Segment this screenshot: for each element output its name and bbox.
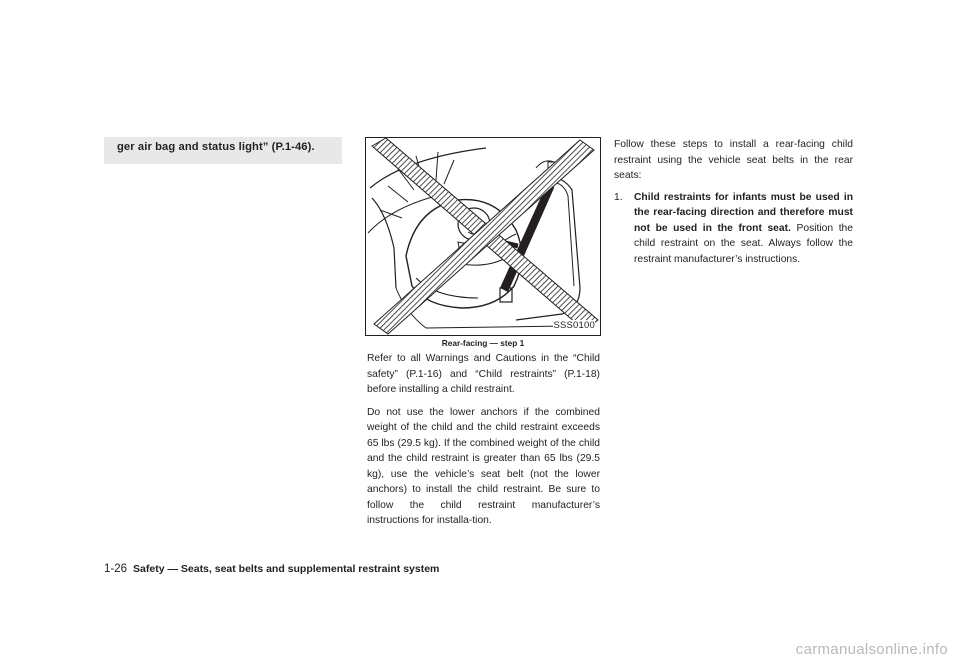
middle-column	[367, 351, 600, 536]
figure-caption: Rear-facing — step 1	[441, 338, 525, 348]
step-text: Position the child restraint on the seat. Always follow the restraint manufacturer’s instructions.	[634, 222, 854, 265]
right-column	[614, 137, 853, 267]
continued-text-banner: ger air bag and status light” (P.1-46).	[104, 137, 342, 164]
rear-facing-child-seat-illustration-icon	[366, 138, 600, 335]
step-item	[614, 190, 853, 268]
paragraph-lower-anchors: Do not use the lower anchors if the combined weight of the child and the child restraint exceeds 65 lbs (29.5 kg). If the combined weight of the child and the child restraint is greater than 65 lbs (29.5 kg), use the vehicle’s seat belt (not the lower anchors) to install the child restraint. Be sure to follow the child restraint manufacturer’s instructions for installa-tion.	[367, 406, 600, 526]
step-number: 1.	[614, 191, 623, 203]
watermark: carmanualsonline.info	[795, 641, 948, 658]
section-title: Safety — Seats, seat belts and supplemental restraint system	[133, 563, 440, 575]
page-footer	[104, 563, 439, 575]
figure-code: SSS0100	[553, 320, 595, 331]
steps-intro: Follow these steps to install a rear-facing child restraint using the vehicle seat belts in the rear seats:	[614, 139, 853, 181]
paragraph-refer-warnings: Refer to all Warnings and Cautions in the “Child safety” (P.1-16) and “Child restraints” (P.1-18) before installing a child restraint.	[367, 353, 600, 395]
rear-facing-step1-figure	[365, 137, 601, 336]
step-body	[634, 190, 853, 268]
page-number: 1-26	[104, 563, 128, 575]
step-bold-text: Child restraints for infants must be used in the rear-facing direction and therefore must not be used in the front seat.	[634, 191, 853, 234]
